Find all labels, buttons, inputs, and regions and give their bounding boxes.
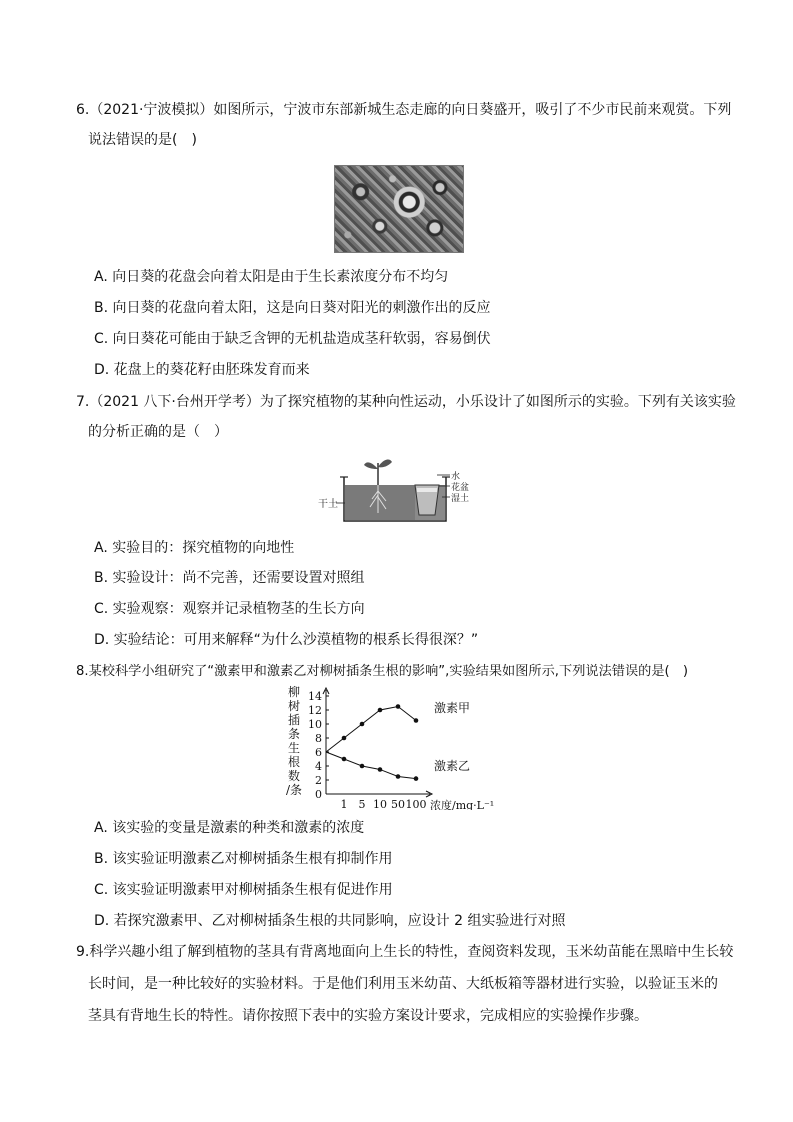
question-8-option-a: A. 该实验的变量是激素的种类和激素的浓度: [94, 820, 365, 836]
label-dry-soil: 干土: [318, 499, 338, 510]
y-tick-label: 8: [315, 732, 322, 745]
data-point: [414, 718, 419, 723]
question-8-option-d: D. 若探究激素甲、乙对柳树插条生根的共同影响，应设计 2 组实验进行对照: [94, 913, 566, 929]
question-7-text-line1: 7.（2021 八下·台州开学考）为了探究植物的某种向性运动，小乐设计了如图所示的实验。下列有关该实验: [76, 394, 736, 410]
chart-y-axis-label: [286, 684, 302, 797]
series-label: 激素乙: [434, 759, 471, 773]
x-tick-label: 1: [340, 798, 348, 810]
question-6-option-c: C. 向日葵花可能由于缺乏含钾的无机盐造成茎秆软弱，容易倒伏: [94, 331, 491, 347]
y-label-char: 生: [287, 741, 301, 755]
question-6-option-b: B. 向日葵的花盘向着太阳，这是向日葵对阳光的刺激作出的反应: [94, 300, 491, 316]
question-6-text-line1: 6.（2021·宁波模拟）如图所示，宁波市东部新城生态走廊的向日葵盛开，吸引了不少市民前来观赏。下列: [76, 102, 732, 118]
question-9-text-line1: 9.科学兴趣小组了解到植物的茎具有背离地面向上生长的特性，查阅资料发现，玉米幼苗能在黑暗中生长较: [76, 944, 734, 960]
question-6-text-line2: 说法错误的是( ): [88, 132, 197, 148]
x-tick-label: 10: [373, 798, 387, 810]
chart-series: [326, 700, 470, 781]
y-label-char: /条: [285, 783, 303, 797]
y-tick-label: 12: [308, 704, 322, 717]
y-label-char: 柳: [287, 685, 301, 699]
question-6-option-a: A. 向日葵的花盘会向着太阳是由于生长素浓度分布不均匀: [94, 269, 449, 285]
y-tick-label: 14: [308, 690, 322, 703]
question-8-option-c: C. 该实验证明激素甲对柳树插条生根有促进作用: [94, 882, 393, 898]
x-axis-label: 浓度/mg·L⁻¹: [430, 799, 495, 810]
experiment-diagram: [316, 455, 476, 527]
y-tick-label: 2: [315, 774, 322, 787]
data-point: [396, 704, 401, 709]
x-tick-label: 50: [391, 798, 405, 810]
data-point: [342, 757, 347, 762]
series-line: [326, 707, 416, 753]
y-label-char: 根: [287, 755, 301, 769]
data-point: [360, 722, 365, 727]
question-7-text-line2: 的分析正确的是（ ）: [88, 424, 228, 440]
y-tick-label: 6: [315, 746, 322, 759]
x-tick-label: 100: [405, 798, 427, 810]
question-6-option-d: D. 花盘上的葵花籽由胚珠发育而来: [94, 362, 310, 378]
series-line: [326, 752, 416, 779]
x-tick-label: 5: [358, 798, 366, 810]
label-wet-soil: 湿土: [451, 494, 470, 504]
y-label-char: 树: [287, 699, 301, 713]
series-label: 激素甲: [434, 701, 471, 715]
sunflower-photo: [334, 165, 464, 253]
data-point: [342, 736, 347, 741]
hormone-line-chart: [280, 684, 510, 810]
question-7-option-a: A. 实验目的：探究植物的向地性: [94, 540, 295, 556]
data-point: [414, 776, 419, 781]
data-point: [378, 767, 383, 772]
data-point: [396, 774, 401, 779]
y-label-char: 数: [287, 769, 301, 783]
y-tick-label: 4: [315, 760, 322, 773]
y-label-char: 条: [287, 727, 301, 741]
question-7-option-d: D. 实验结论：可用来解释“为什么沙漠植物的根系长得很深？”: [94, 632, 479, 648]
question-9-text-line2: 长时间，是一种比较好的实验材料。于是他们利用玉米幼苗、大纸板箱等器材进行实验，以验证玉米的: [88, 976, 718, 992]
y-tick-label: 0: [315, 788, 322, 801]
data-point: [360, 764, 365, 769]
question-9-text-line3: 茎具有背地生长的特性。请你按照下表中的实验方案设计要求，完成相应的实验操作步骤。: [88, 1008, 648, 1024]
question-7-option-b: B. 实验设计：尚不完善，还需要设置对照组: [94, 570, 365, 586]
question-8-text-line1: 8.某校科学小组研究了“激素甲和激素乙对柳树插条生根的影响”,实验结果如图所示,下列说法错误的是( ): [76, 664, 688, 679]
label-water: 水: [451, 472, 461, 482]
data-point: [378, 708, 383, 713]
question-8-option-b: B. 该实验证明激素乙对柳树插条生根有抑制作用: [94, 851, 393, 867]
y-label-char: 插: [287, 713, 301, 727]
label-flowerpot: 花盆: [451, 483, 470, 493]
y-tick-label: 10: [308, 718, 322, 731]
question-7-option-c: C. 实验观察：观察并记录植物茎的生长方向: [94, 601, 365, 617]
